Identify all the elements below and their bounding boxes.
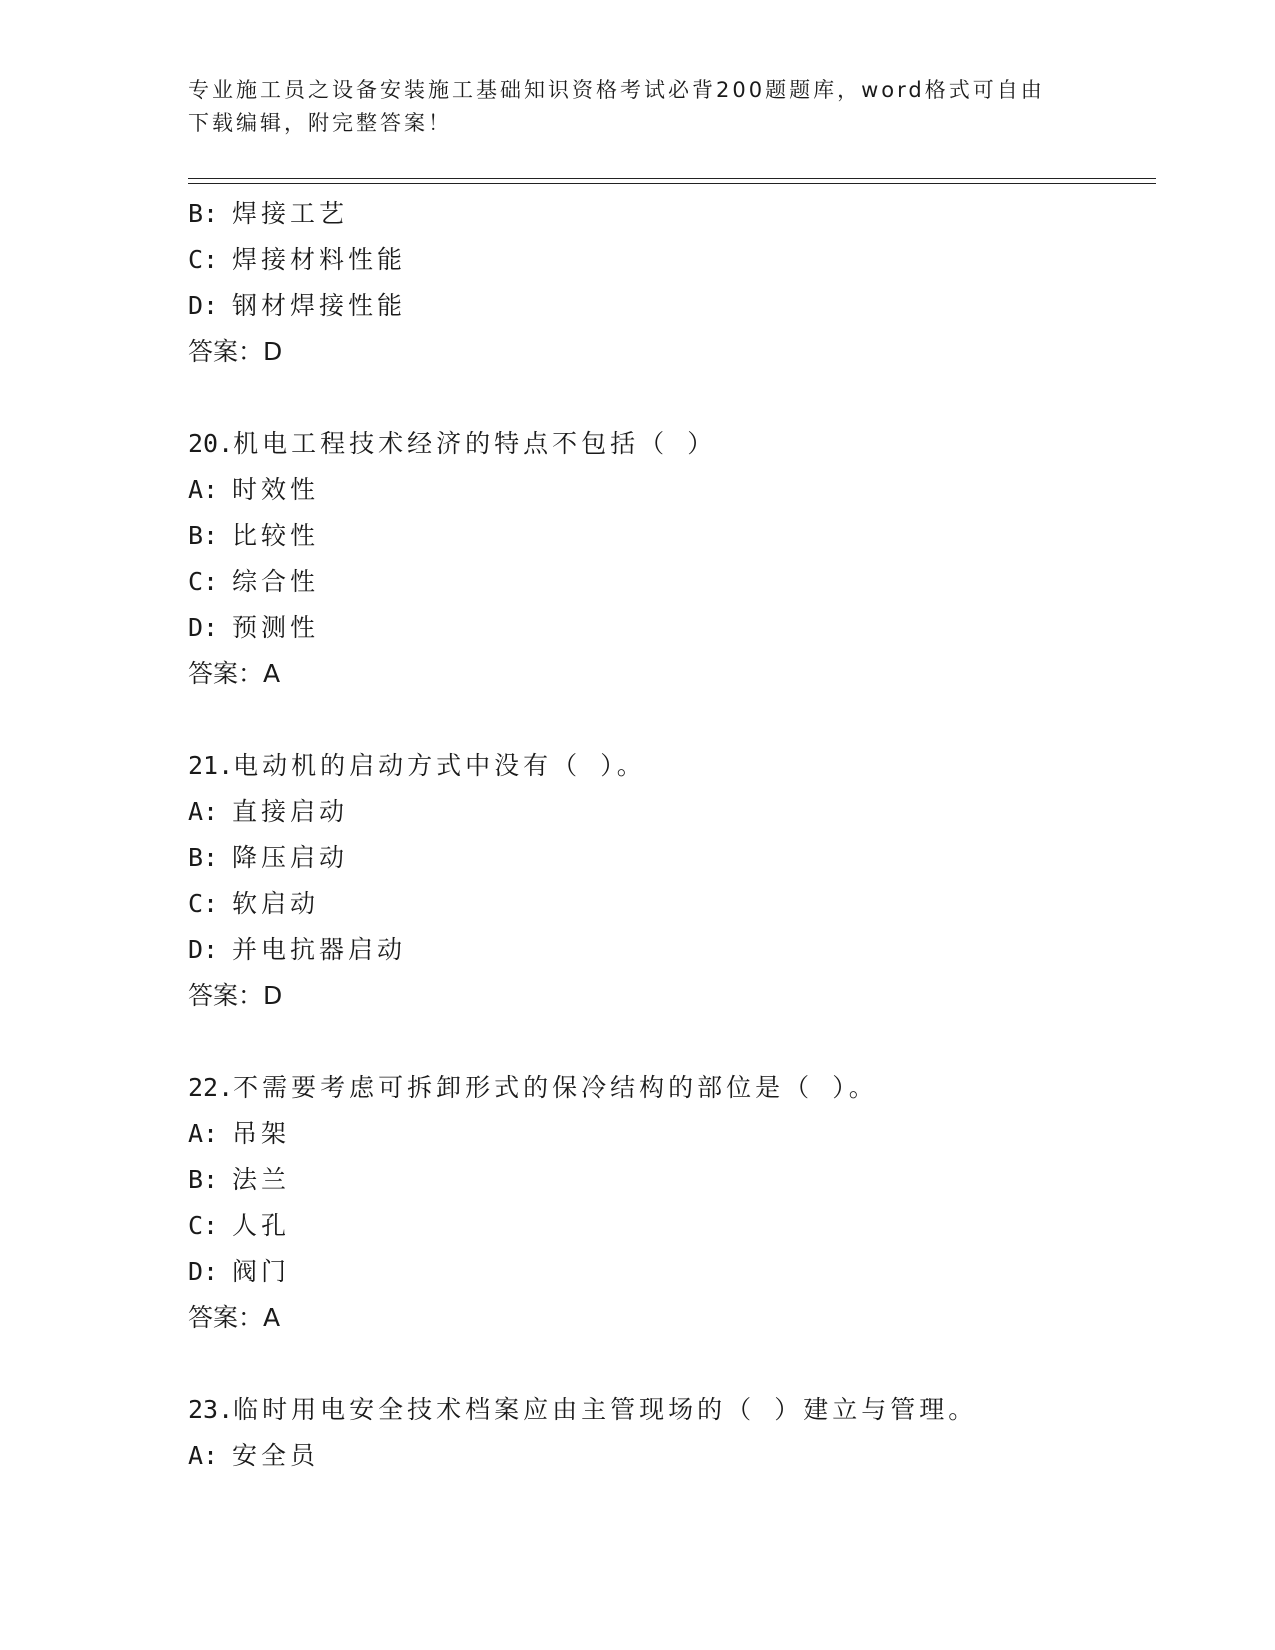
option-line bbox=[188, 927, 1148, 973]
option-label: B: bbox=[188, 1165, 219, 1194]
option-label: C: bbox=[188, 245, 219, 274]
option-label: C: bbox=[188, 567, 219, 596]
option-label: B: bbox=[188, 843, 219, 872]
option-label: A: bbox=[188, 797, 219, 826]
option-text: 直接启动 bbox=[232, 797, 349, 826]
option-text: 阀门 bbox=[232, 1257, 291, 1286]
option-line bbox=[188, 559, 1148, 605]
question-stem bbox=[188, 743, 1148, 789]
header-divider-bottom bbox=[188, 183, 1156, 184]
question-text: 机电工程技术经济的特点不包括（ ） bbox=[233, 429, 717, 458]
option-line bbox=[188, 1157, 1148, 1203]
option-text: 预测性 bbox=[232, 613, 320, 642]
question-number: 23. bbox=[188, 1395, 234, 1424]
question-text: 临时用电安全技术档案应由主管现场的（ ）建立与管理。 bbox=[233, 1395, 978, 1424]
option-text: 综合性 bbox=[232, 567, 320, 596]
option-line bbox=[188, 191, 1148, 237]
option-text: 并电抗器启动 bbox=[232, 935, 407, 964]
option-line bbox=[188, 1111, 1148, 1157]
answer-line: 答案：D bbox=[188, 981, 283, 1010]
option-line bbox=[188, 605, 1148, 651]
option-text: 法兰 bbox=[232, 1165, 291, 1194]
question-block-22 bbox=[188, 1065, 1148, 1341]
option-text: 时效性 bbox=[232, 475, 320, 504]
option-line bbox=[188, 283, 1148, 329]
option-text: 降压启动 bbox=[232, 843, 349, 872]
question-number: 21. bbox=[188, 751, 234, 780]
question-block-continued bbox=[188, 191, 1148, 375]
option-line bbox=[188, 237, 1148, 283]
header-intro-line1: 专业施工员之设备安装施工基础知识资格考试必背200题题库，word格式可自由 bbox=[188, 78, 1045, 102]
option-text: 吊架 bbox=[232, 1119, 291, 1148]
question-number: 22. bbox=[188, 1073, 234, 1102]
option-text: 钢材焊接性能 bbox=[232, 291, 407, 320]
question-stem bbox=[188, 421, 1148, 467]
option-line bbox=[188, 1249, 1148, 1295]
option-line bbox=[188, 513, 1148, 559]
option-text: 比较性 bbox=[232, 521, 320, 550]
option-label: D: bbox=[188, 1257, 219, 1286]
option-label: D: bbox=[188, 613, 219, 642]
option-line bbox=[188, 789, 1148, 835]
question-stem bbox=[188, 1065, 1148, 1111]
answer-line: 答案：A bbox=[188, 1303, 281, 1332]
option-text: 焊接材料性能 bbox=[232, 245, 407, 274]
spacer bbox=[188, 375, 1148, 421]
option-label: C: bbox=[188, 1211, 219, 1240]
header-intro-line2: 下载编辑，附完整答案！ bbox=[188, 111, 452, 135]
question-text: 电动机的启动方式中没有（ ）。 bbox=[233, 751, 646, 780]
option-label: A: bbox=[188, 475, 219, 504]
option-text: 安全员 bbox=[232, 1441, 320, 1470]
option-line bbox=[188, 881, 1148, 927]
question-number: 20. bbox=[188, 429, 234, 458]
document-header bbox=[188, 74, 1088, 140]
question-stem bbox=[188, 1387, 1148, 1433]
option-line bbox=[188, 467, 1148, 513]
spacer bbox=[188, 1019, 1148, 1065]
option-label: B: bbox=[188, 521, 219, 550]
question-block-20 bbox=[188, 421, 1148, 697]
answer-line: 答案：A bbox=[188, 659, 281, 688]
question-list bbox=[188, 191, 1148, 1479]
option-text: 软启动 bbox=[232, 889, 320, 918]
answer-line: 答案：D bbox=[188, 337, 283, 366]
option-text: 焊接工艺 bbox=[232, 199, 349, 228]
option-text: 人孔 bbox=[232, 1211, 291, 1240]
option-label: D: bbox=[188, 291, 219, 320]
option-line bbox=[188, 1433, 1148, 1479]
spacer bbox=[188, 697, 1148, 743]
question-text: 不需要考虑可拆卸形式的保冷结构的部位是（ ）。 bbox=[233, 1073, 878, 1102]
option-line bbox=[188, 835, 1148, 881]
option-label: C: bbox=[188, 889, 219, 918]
question-block-21 bbox=[188, 743, 1148, 1019]
option-label: D: bbox=[188, 935, 219, 964]
spacer bbox=[188, 1341, 1148, 1387]
option-line bbox=[188, 1203, 1148, 1249]
option-label: B: bbox=[188, 199, 219, 228]
option-label: A: bbox=[188, 1119, 219, 1148]
option-label: A: bbox=[188, 1441, 219, 1470]
header-divider-top bbox=[188, 178, 1156, 179]
question-block-23 bbox=[188, 1387, 1148, 1479]
